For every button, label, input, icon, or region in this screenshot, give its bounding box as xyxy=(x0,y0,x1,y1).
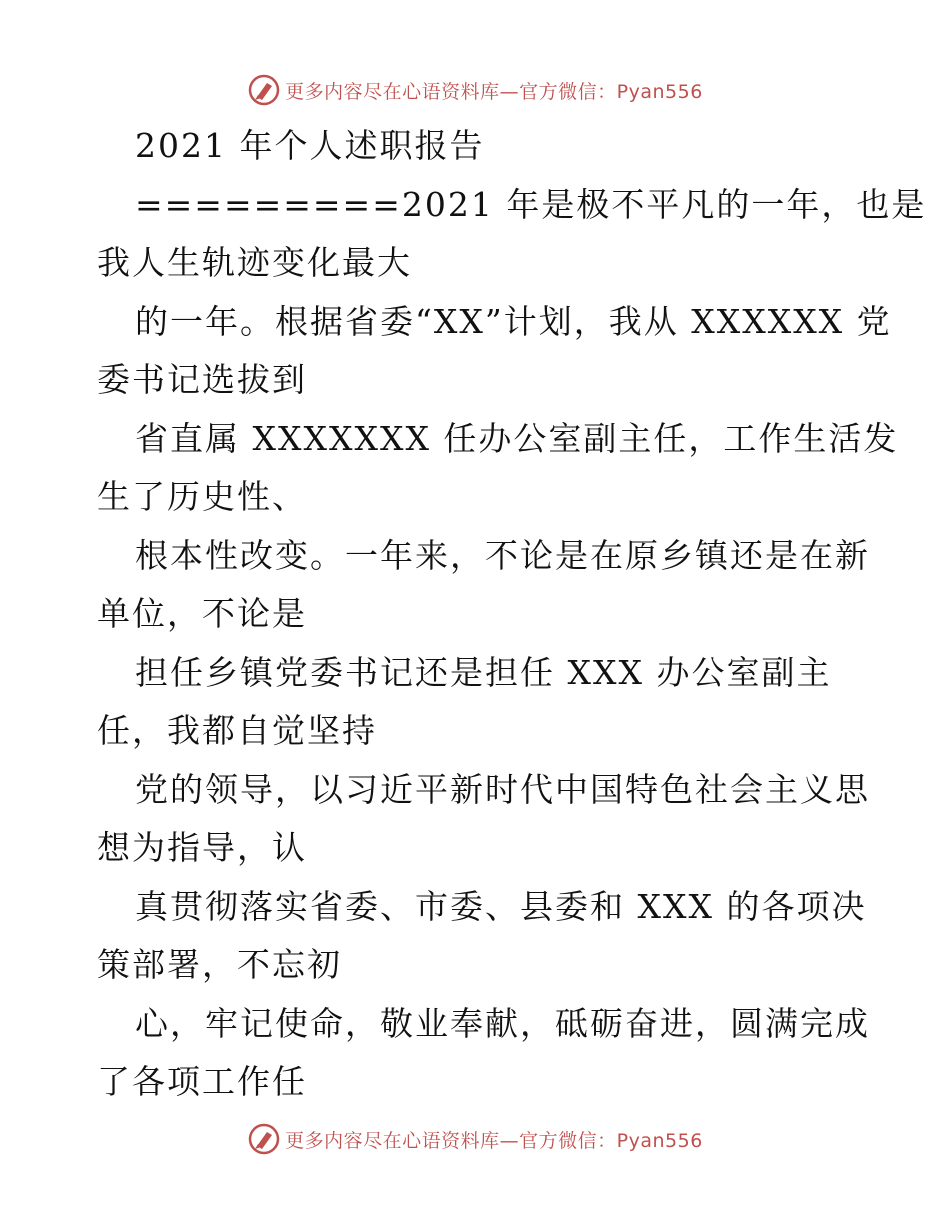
paragraph-line: 策部署，不忘初 xyxy=(97,945,342,984)
pen-nib-logo-icon xyxy=(247,73,281,107)
paragraph-line: 委书记选拔到 xyxy=(97,360,307,399)
paragraph-line: 心，牢记使命，敬业奉献，砥砺奋进，圆满完成 xyxy=(135,1004,870,1043)
paragraph-line: =========2021 年是极不平凡的一年，也是 xyxy=(135,185,927,224)
paragraph-line: 想为指导，认 xyxy=(97,828,307,867)
paragraph-line: 生了历史性、 xyxy=(97,477,307,516)
header-banner xyxy=(0,72,950,108)
pen-nib-logo-icon xyxy=(247,1122,281,1156)
paragraph-line: 了各项工作任 xyxy=(97,1062,307,1101)
footer-banner-text: 更多内容尽在心语资料库—官方微信：Pyan556 xyxy=(285,1129,703,1152)
header-banner-text: 更多内容尽在心语资料库—官方微信：Pyan556 xyxy=(285,80,703,103)
paragraph-line: 单位，不论是 xyxy=(97,594,307,633)
paragraph-line: 根本性改变。一年来，不论是在原乡镇还是在新 xyxy=(135,536,870,575)
paragraph-line: 担任乡镇党委书记还是担任 XXX 办公室副主 xyxy=(135,653,832,692)
paragraph-line: 省直属 XXXXXXX 任办公室副主任，工作生活发 xyxy=(135,419,899,458)
document-title: 2021 年个人述职报告 xyxy=(135,126,485,165)
paragraph-line: 的一年。根据省委“XX”计划，我从 XXXXXX 党 xyxy=(135,302,892,341)
paragraph-line: 真贯彻落实省委、市委、县委和 XXX 的各项决 xyxy=(135,887,867,926)
footer-banner xyxy=(0,1121,950,1157)
paragraph-line: 党的领导，以习近平新时代中国特色社会主义思 xyxy=(135,770,870,809)
paragraph-line: 任，我都自觉坚持 xyxy=(97,711,377,750)
paragraph-line: 我人生轨迹变化最大 xyxy=(97,243,412,282)
